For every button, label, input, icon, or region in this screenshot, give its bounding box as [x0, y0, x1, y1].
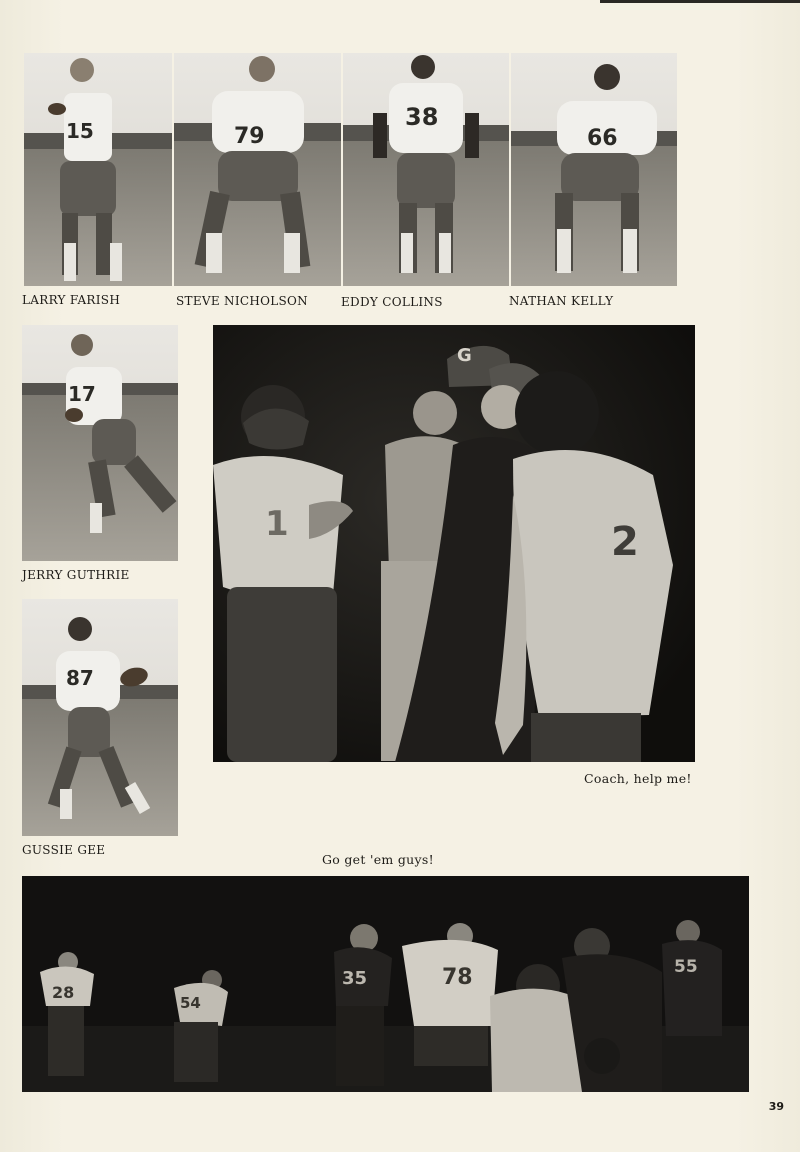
sideline-player-jersey-icon: 2 — [611, 519, 639, 565]
portrait-jersey-number: 87 — [66, 666, 94, 690]
portrait-image — [511, 53, 677, 286]
coach-cap-letter: G — [457, 345, 472, 366]
game-caption: Go get 'em guys! — [322, 852, 434, 867]
portrait-jersey-number: 66 — [587, 126, 618, 151]
portrait-photo-jerry-guthrie — [22, 325, 178, 561]
portrait-photo-eddy-collins — [343, 53, 509, 286]
game-jersey-number: 78 — [442, 965, 473, 990]
portrait-name-larry-farish: LARRY FARISH — [22, 293, 121, 307]
portrait-name-eddy-collins: EDDY COLLINS — [341, 295, 443, 309]
game-jersey-number: 55 — [674, 957, 698, 977]
portrait-jersey-number: 38 — [405, 103, 439, 131]
sideline-photo — [213, 325, 695, 762]
top-edge-strip — [600, 0, 800, 3]
sideline-caption: Coach, help me! — [584, 771, 692, 786]
portrait-name-gussie-gee: GUSSIE GEE — [22, 843, 106, 857]
portrait-name-steve-nicholson: STEVE NICHOLSON — [176, 294, 308, 308]
game-jersey-number: 28 — [52, 983, 75, 1002]
portrait-image — [22, 325, 178, 561]
portrait-jersey-number: 15 — [66, 119, 94, 143]
game-jersey-number: 35 — [342, 968, 368, 989]
portrait-image — [343, 53, 509, 286]
portrait-jersey-number: 17 — [68, 382, 96, 406]
sideline-image — [213, 325, 695, 762]
game-jersey-number: 54 — [180, 994, 201, 1012]
portrait-photo-gussie-gee — [22, 599, 178, 836]
game-photo — [22, 876, 749, 1092]
portrait-photo-nathan-kelly — [511, 53, 677, 286]
portrait-image — [24, 53, 172, 286]
portrait-photo-steve-nicholson — [174, 53, 341, 286]
sideline-player-jersey-icon: 1 — [265, 504, 289, 544]
page-number: 39 — [768, 1100, 784, 1113]
portrait-photo-larry-farish — [24, 53, 172, 286]
portrait-image — [174, 53, 341, 286]
portrait-jersey-number: 79 — [234, 124, 265, 149]
portrait-name-jerry-guthrie: JERRY GUTHRIE — [22, 568, 130, 582]
game-image — [22, 876, 749, 1092]
portrait-image — [22, 599, 178, 836]
portrait-name-nathan-kelly: NATHAN KELLY — [509, 294, 614, 308]
